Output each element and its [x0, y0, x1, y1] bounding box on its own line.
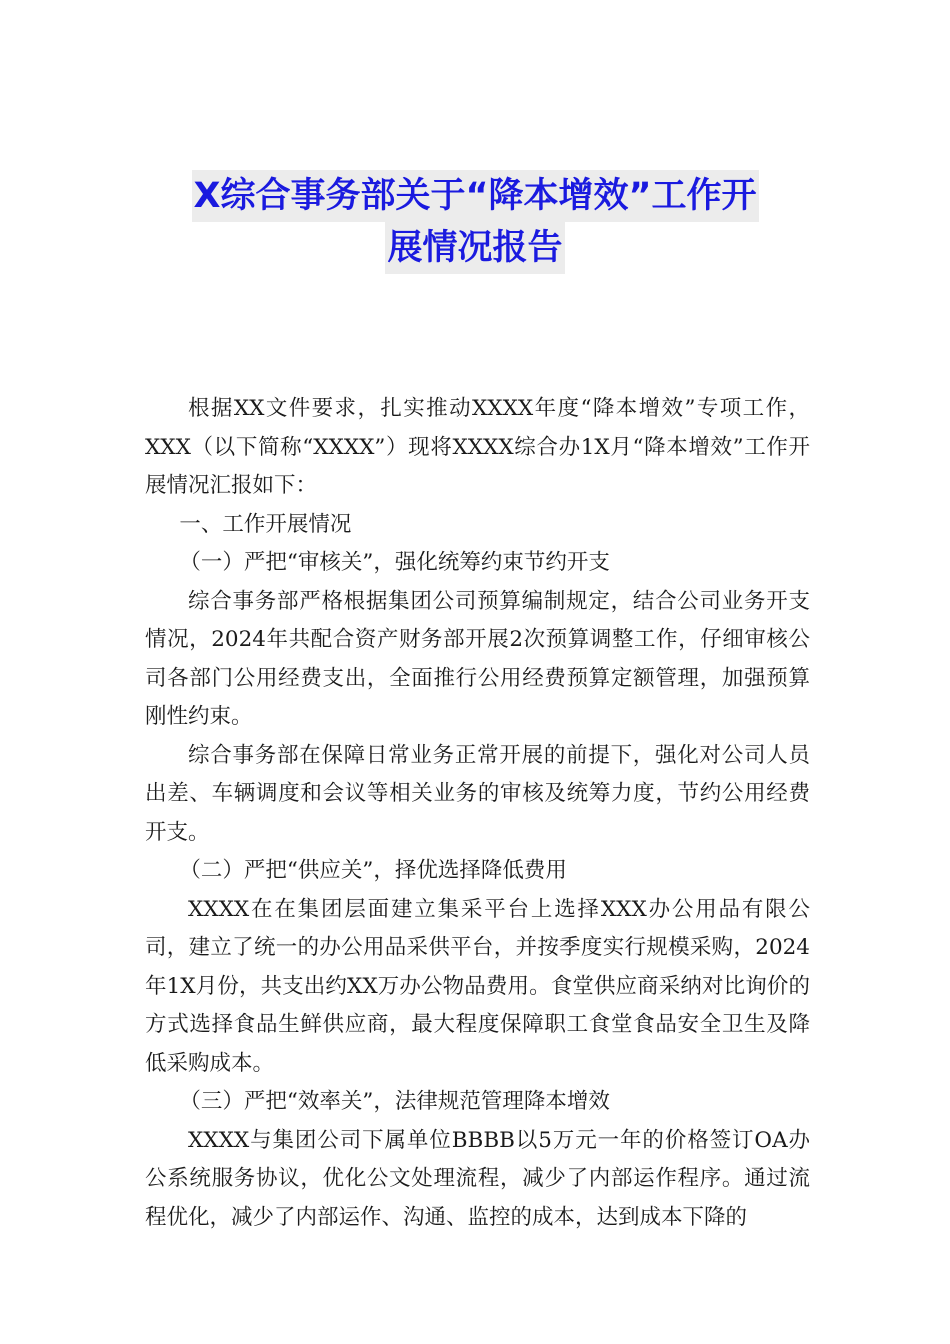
document-body — [145, 390, 810, 1237]
section-heading-1: 一、工作开展情况 — [179, 511, 352, 537]
paragraph-budget: 综合事务部严格根据集团公司预算编制规定，结合公司业务开支情况，2024年共配合资产财务部开展2次预算调整工作，仔细审核公司各部门公用经费支出，全面推行公用经费预算定额管理，加强预算刚性约束。 — [145, 588, 810, 729]
subsection-heading-3: （三）严把“效率关”，法律规范管理降本增效 — [179, 1089, 610, 1114]
paragraph-expenses: 综合事务部在保障日常业务正常开展的前提下，强化对公司人员出差、车辆调度和会议等相关业务的审核及统筹力度，节约公用经费开支。 — [145, 742, 810, 845]
document-title — [0, 170, 950, 274]
subsection-heading-2: （二）严把“供应关”，择优选择降低费用 — [179, 858, 567, 883]
subsection-heading-1: （一）严把“审核关”，强化统筹约束节约开支 — [179, 550, 610, 575]
paragraph-procurement: XXXX在在集团层面建立集采平台上选择XXX办公用品有限公司，建立了统一的办公用品采供平台，并按季度实行规模采购，2024年1X月份，共支出约XX万办公物品费用。食堂供应商采纳对比询价的方式选择食品生鲜供应商，最大程度保障职工食堂食品安全卫生及降低采购成本。 — [145, 896, 810, 1076]
paragraph-intro: 根据XX文件要求，扎实推动XXXX年度“降本增效”专项工作，XXX（以下简称“XXXX”）现将XXXX综合办1X月“降本增效”工作开展情况汇报如下： — [145, 396, 810, 498]
title-line-1: X综合事务部关于“降本增效”工作开 — [192, 170, 759, 222]
paragraph-efficiency: XXXX与集团公司下属单位BBBB以5万元一年的价格签订OA办公系统服务协议，优化公文处理流程，减少了内部运作程序。通过流程优化，减少了内部运作、沟通、监控的成本，达到成本下降的 — [145, 1127, 810, 1230]
title-line-2: 展情况报告 — [385, 222, 564, 274]
